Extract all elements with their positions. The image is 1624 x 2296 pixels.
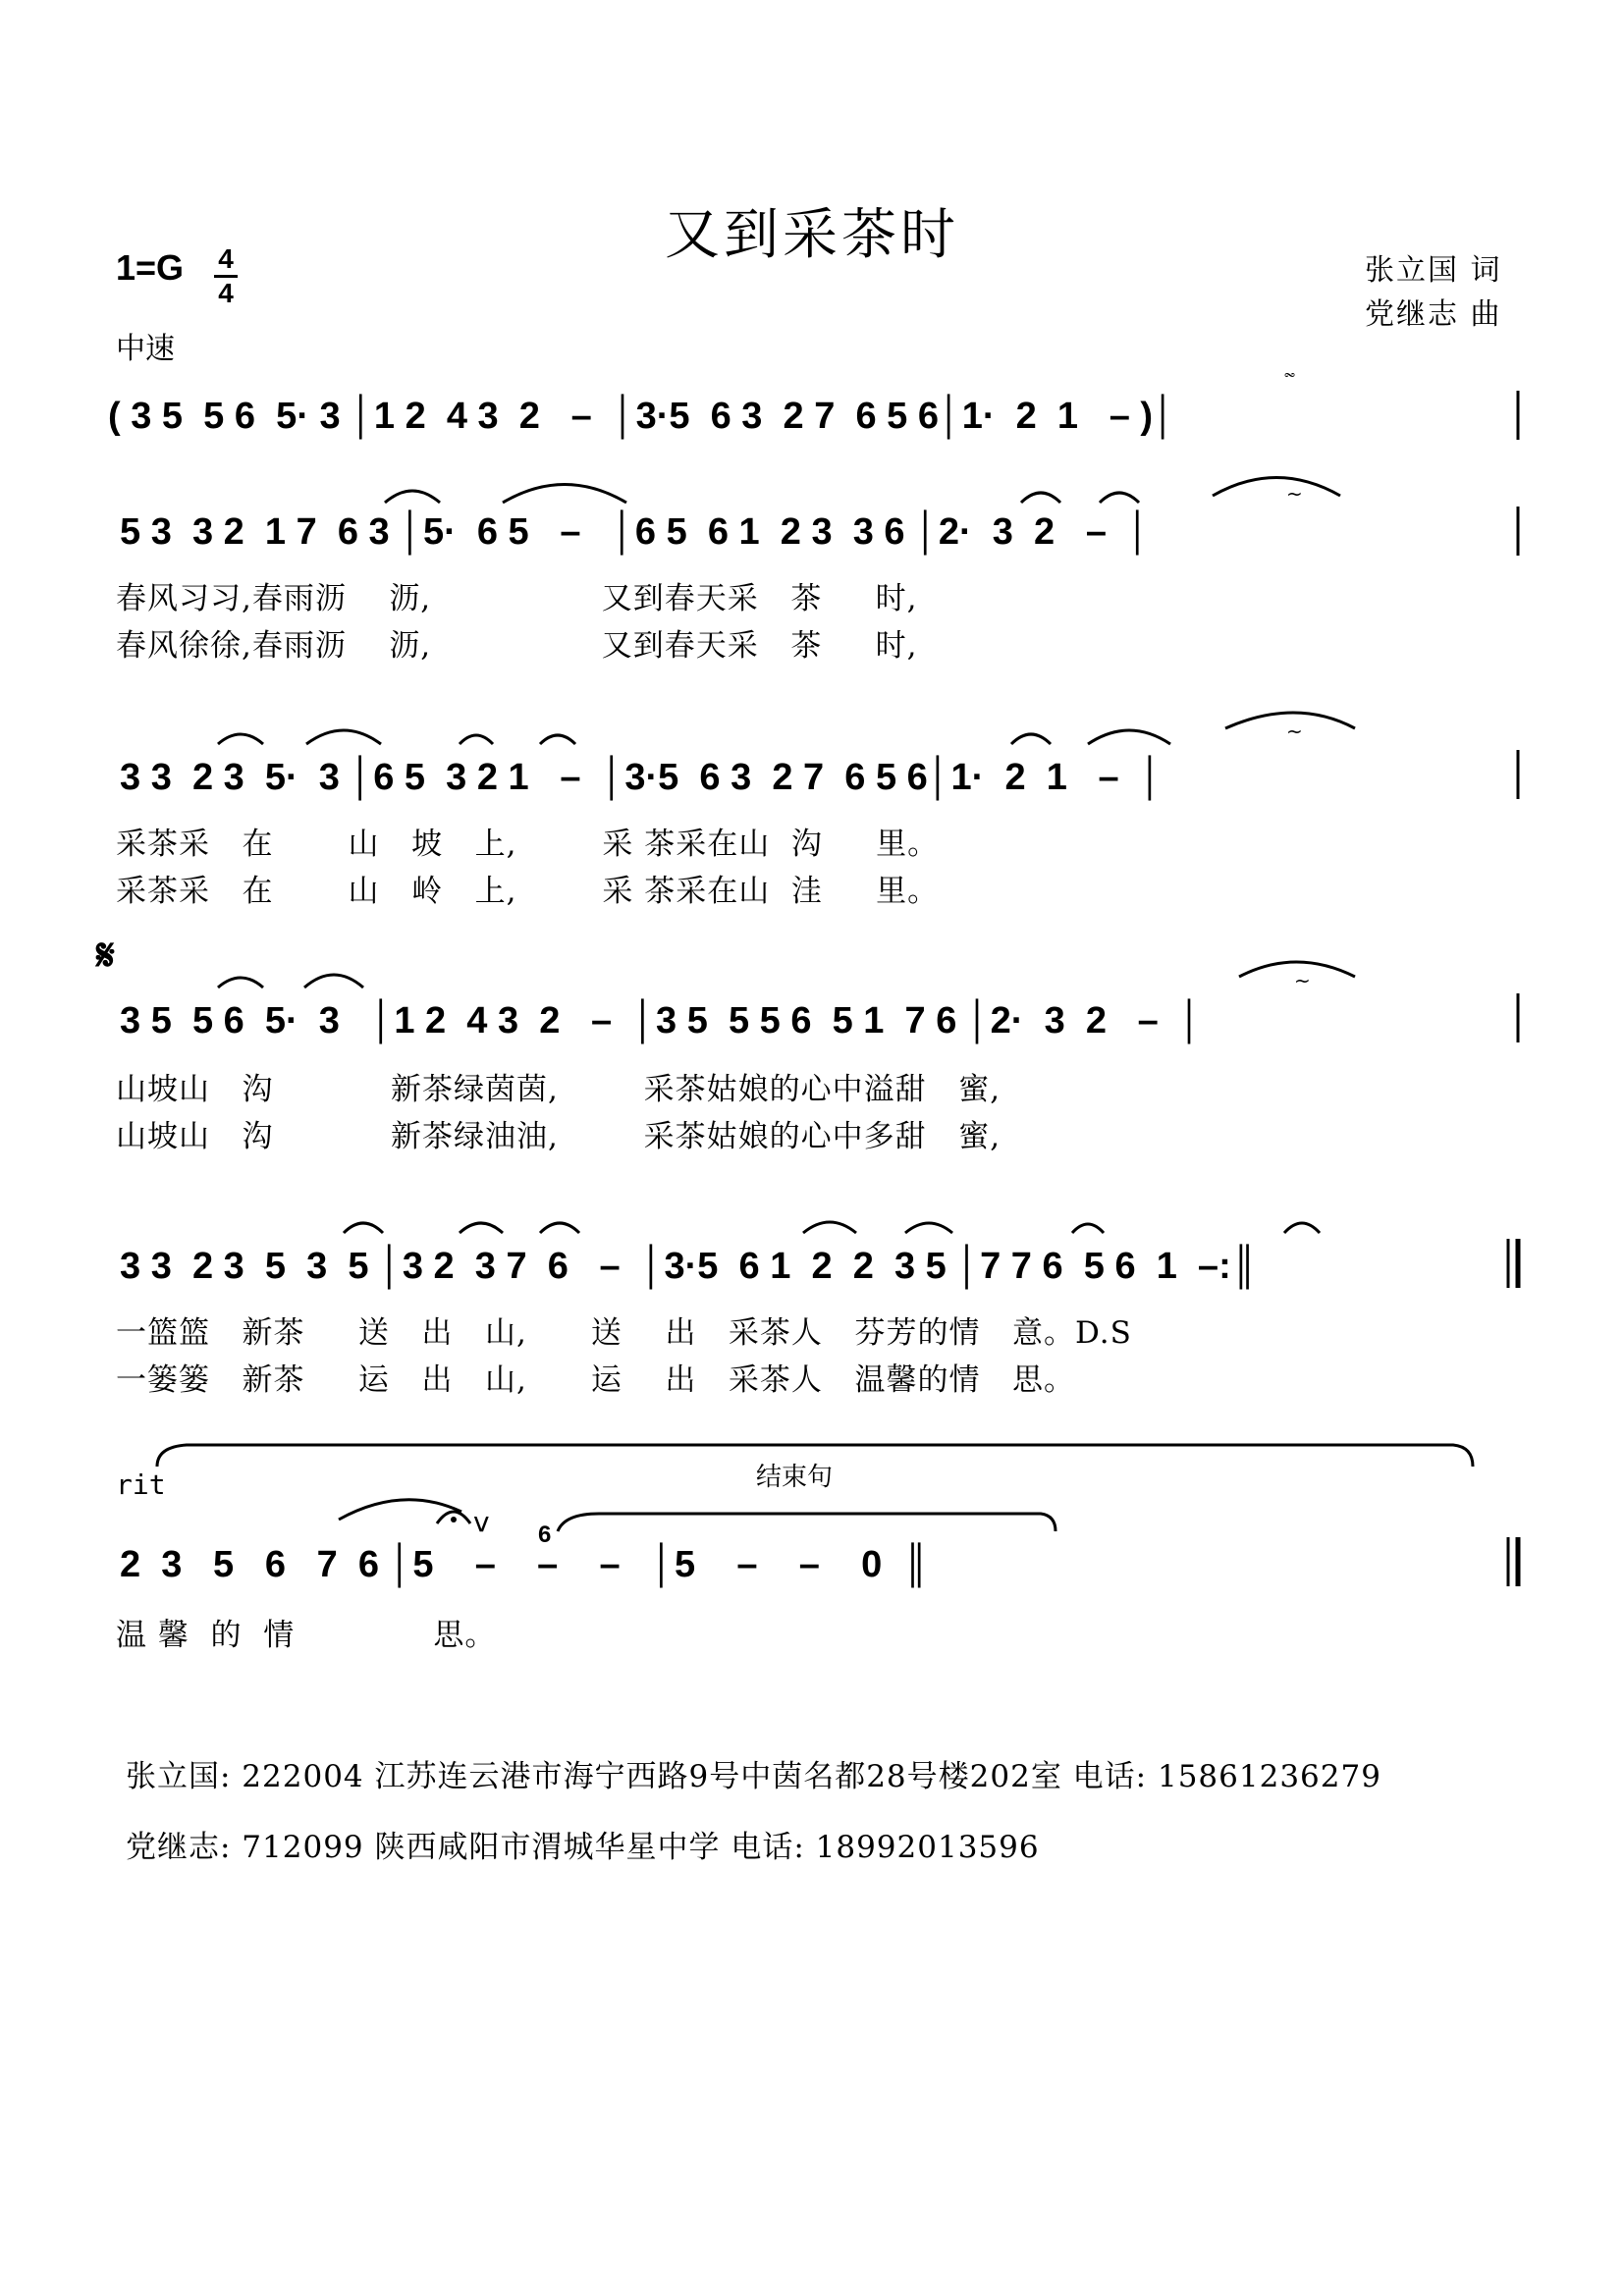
slur <box>1072 1224 1104 1233</box>
time-signature-top: 4 <box>218 243 234 274</box>
rit-marking: rit <box>116 1468 166 1501</box>
system-6-notes: 2 3 5 6 7 6 │5 – – – │5 – – 0 ║ <box>120 1544 930 1585</box>
mordent-icon: ~ <box>1286 720 1303 743</box>
slur <box>1100 493 1139 503</box>
ending-phrase-label: 结束句 <box>756 1463 834 1492</box>
composer-credit: 党继志 曲 <box>1365 297 1502 332</box>
slur <box>218 978 263 988</box>
mordent-icon: ~ <box>1294 969 1311 992</box>
footer-contact-composer: 党继志: 712099 陕西咸阳市渭城华星中学 电话: 18992013596 <box>126 1830 1040 1865</box>
slur <box>304 975 363 988</box>
mordent-icon: ~ <box>1286 482 1303 506</box>
fermata-dot <box>451 1517 457 1522</box>
slur <box>1011 734 1051 744</box>
slur <box>503 485 626 504</box>
system-1-notes: ( 3 5 5 6 5· 3 │1 2 4 3 2 – │3·5 6 3 2 7 6 5 6│1· 2 1 – )│ <box>108 396 1176 437</box>
system-2-lyric-verse-2: 春风徐徐,春雨沥 沥, 又到春天采 茶 时, <box>116 628 918 664</box>
system-2-notes: 5 3 3 2 1 7 6 3 │5· 6 5 – │6 5 6 1 2 3 3 6 │2· 3 2 – │ <box>120 511 1151 553</box>
slur <box>1213 478 1340 497</box>
slur <box>540 1223 579 1233</box>
mordent-icon: 𝆗 <box>1284 360 1296 384</box>
system-2-lyric-verse-1: 春风习习,春雨沥 沥, 又到春天采 茶 时, <box>116 581 918 616</box>
grace-note: 6 <box>538 1522 552 1548</box>
slur <box>905 1223 952 1233</box>
system-3-notes: 3 3 2 3 5· 3 │6 5 3 2 1 – │3·5 6 3 2 7 6 5 6│1· 2 1 – │ <box>120 757 1164 798</box>
slur <box>1284 1223 1320 1233</box>
slur <box>157 1445 1473 1467</box>
time-signature-bottom: 4 <box>218 278 234 308</box>
system-3-lyric-verse-2: 采茶采 在 山 岭 上, 采 茶采在山 洼 里。 <box>116 874 940 909</box>
page-title: 又到采茶时 <box>665 203 959 267</box>
system-5-notes: 3 3 2 3 5 3 5 │3 2 3 7 6 – │3·5 6 1 2 2 3 5 │7 7 6 5 6 1 –:║ <box>120 1246 1258 1287</box>
system-5-lyric-verse-1: 一篮篮 新茶 送 出 山, 送 出 采茶人 芬芳的情 意。D.S <box>116 1315 1132 1351</box>
slur <box>218 734 263 744</box>
slur <box>344 1223 383 1233</box>
system-4-lyric-verse-2: 山坡山 沟 新茶绿油油, 采茶姑娘的心中多甜 蜜, <box>116 1119 1001 1154</box>
footer-contact-lyricist: 张立国: 222004 江苏连云港市海宁西路9号中茵名都28号楼202室 电话: 15861236279 <box>126 1759 1381 1794</box>
breath-mark: v <box>473 1506 490 1538</box>
slur <box>306 730 381 744</box>
slur <box>460 1223 503 1233</box>
segno-sign: 𝄋 <box>96 931 115 981</box>
slur <box>558 1514 1056 1531</box>
slur <box>803 1222 856 1233</box>
slur <box>385 491 440 503</box>
system-4-notes: 3 5 5 6 5· 3 │1 2 4 3 2 – │3 5 5 5 6 5 1 7 6 │2· 3 2 – │ <box>120 1000 1203 1041</box>
slur <box>1021 493 1060 503</box>
slur <box>540 735 575 744</box>
system-6-lyric: 温 馨 的 情 思。 <box>116 1618 497 1653</box>
lyricist-credit: 张立国 词 <box>1365 253 1502 288</box>
system-5-lyric-verse-2: 一篓篓 新茶 运 出 山, 运 出 采茶人 温馨的情 思。 <box>116 1362 1076 1398</box>
slur <box>1088 730 1170 744</box>
slur <box>460 735 493 744</box>
system-4-lyric-verse-1: 山坡山 沟 新茶绿茵茵, 采茶姑娘的心中溢甜 蜜, <box>116 1072 1001 1107</box>
system-3-lyric-verse-1: 采茶采 在 山 坡 上, 采 茶采在山 沟 里。 <box>116 827 940 862</box>
key-signature: 1=G <box>116 247 185 288</box>
tempo-marking: 中速 <box>116 332 175 366</box>
